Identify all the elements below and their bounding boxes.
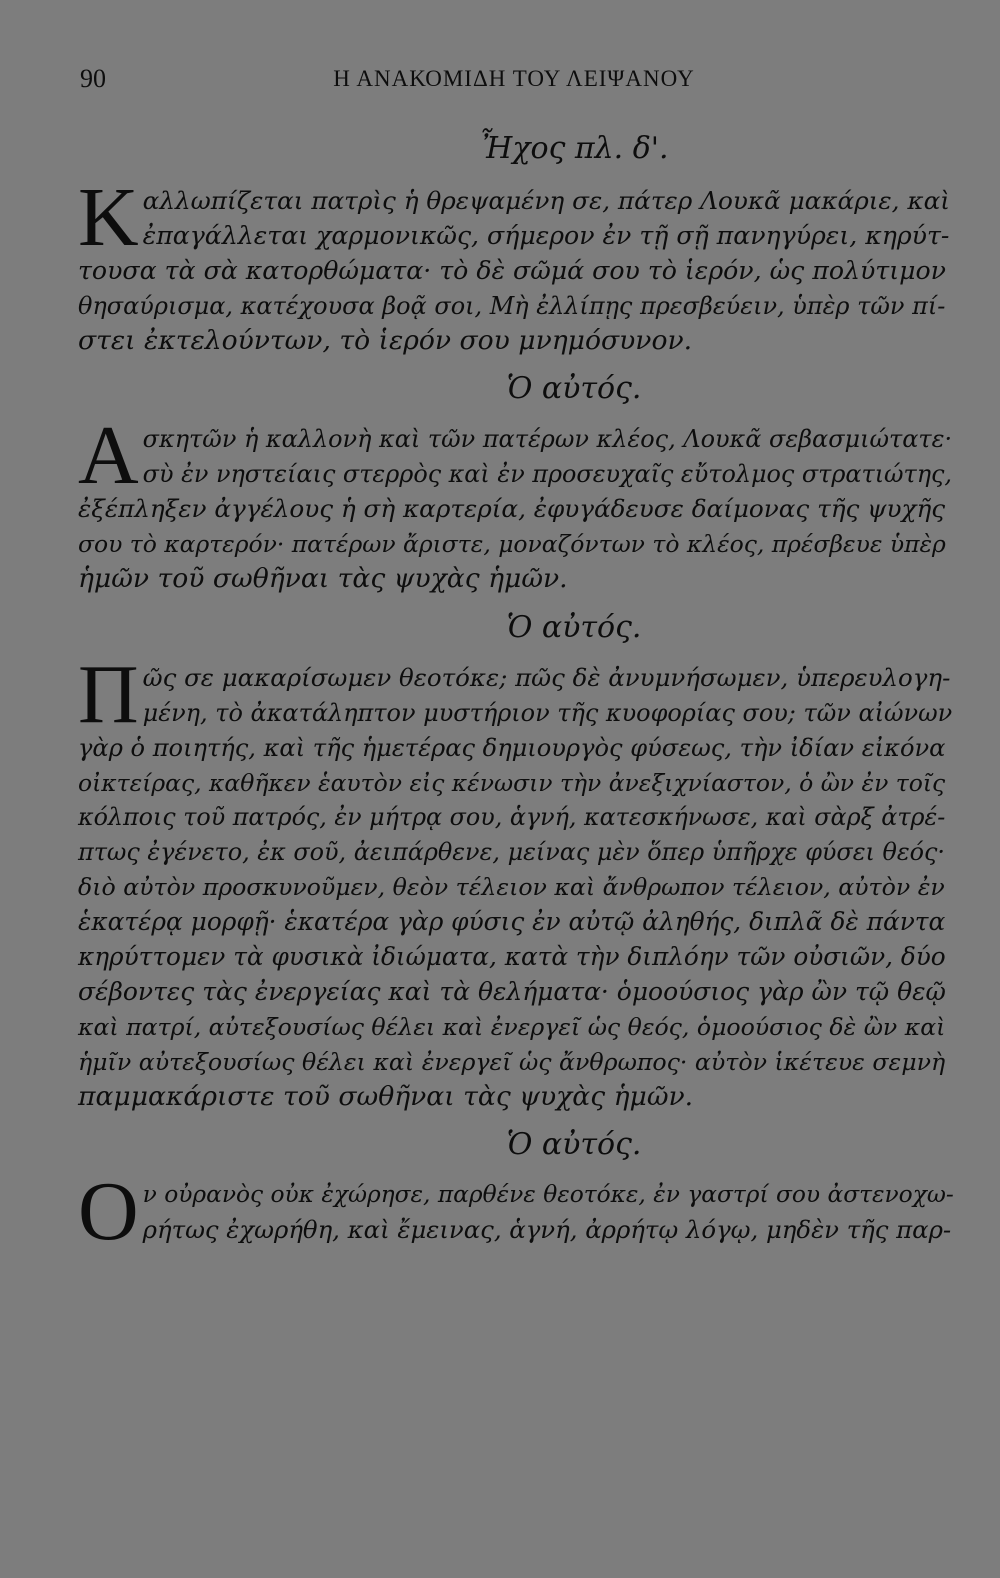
text-line: σου τὸ καρτερόν· πατέρων ἄριστε, μοναζόντων τὸ κλέος, πρέσβευε ὑπὲρ bbox=[78, 530, 946, 559]
text-line: ἡμῶν τοῦ σωθῆναι τὰς ψυχὰς ἡμῶν. bbox=[78, 563, 568, 595]
text-line: στει ἐκτελούντων, τὸ ἱερόν σου μνημόσυνον. bbox=[78, 324, 693, 356]
text-line: μένη, τὸ ἀκατάληπτον μυστήριον τῆς κυοφορίας σου; τῶν αἰώνων bbox=[142, 698, 953, 727]
section-heading: Ὁ αὐτός. bbox=[506, 371, 642, 407]
drop-cap: Α bbox=[78, 409, 139, 503]
text-line: θησαύρισμα, κατέχουσα βοᾷ σοι, Μὴ ἐλλίπῃς πρεσβεύειν, ὑπὲρ τῶν πί- bbox=[78, 291, 946, 320]
text-line: σκητῶν ἡ καλλονὴ καὶ τῶν πατέρων κλέος, Λουκᾶ σεβασμιώτατε· bbox=[142, 425, 953, 454]
hymn-text bbox=[78, 171, 950, 358]
text-line: οἰκτείρας, καθῆκεν ἑαυτὸν εἰς κένωσιν τὴν ἀνεξιχνίαστον, ὁ ὢν ἐν τοῖς bbox=[78, 768, 946, 797]
text-line: γὰρ ὁ ποιητής, καὶ τῆς ἡμετέρας δημιουργὸς φύσεως, τὴν ἰδίαν εἰκόνα bbox=[78, 733, 946, 762]
book-page bbox=[78, 60, 954, 1259]
running-head bbox=[78, 60, 950, 100]
hymn-text bbox=[78, 1165, 954, 1259]
text-line: καὶ πατρί, αὐτεξουσίως θέλει καὶ ἐνεργεῖ ὡς θεός, ὁμοούσιος δὲ ὢν καὶ bbox=[78, 1012, 946, 1041]
text-line: ἑκατέρᾳ μορφῇ· ἑκατέρα γὰρ φύσις ἐν αὐτῷ ἀληθής, διπλᾶ δὲ πάντα bbox=[78, 907, 946, 937]
text-line: σέβοντες τὰς ἐνεργείας καὶ τὰ θελήματα· ὁμοούσιος γὰρ ὢν τῷ θεῷ bbox=[78, 976, 946, 1006]
hymn-text bbox=[78, 647, 953, 1115]
text-line: σὺ ἐν νηστείαις στερρὸς καὶ ἐν προσευχαῖς εὔτολμος στρατιώτης, bbox=[142, 460, 952, 489]
text-line: ν οὐρανὸς οὐκ ἐχώρησε, παρθένε θεοτόκε, ἐν γαστρί σου ἀστενοχω- bbox=[142, 1181, 954, 1209]
text-line: ῶς σε μακαρίσωμεν θεοτόκε; πῶς δὲ ἀνυμνήσωμεν, ὑπερευλογη- bbox=[142, 662, 951, 692]
text-line: ρήτως ἐχωρήθη, καὶ ἔμεινας, ἁγνή, ἀρρήτῳ λόγῳ, μηδὲν τῆς παρ- bbox=[142, 1215, 952, 1245]
drop-cap: Ο bbox=[78, 1165, 139, 1259]
text-line: παμμακάριστε τοῦ σωθῆναι τὰς ψυχὰς ἡμῶν. bbox=[78, 1080, 694, 1112]
hymn-text bbox=[78, 409, 953, 596]
page-number: 90 bbox=[80, 64, 106, 93]
text-line: κηρύττομεν τὰ φυσικὰ ἰδιώματα, κατὰ τὴν διπλόην τῶν οὐσιῶν, δύο bbox=[78, 942, 946, 972]
section-heading: Ὁ αὐτός. bbox=[506, 1127, 642, 1163]
text-line: κόλποις τοῦ πατρός, ἐν μήτρᾳ σου, ἁγνή, κατεσκήνωσε, καὶ σὰρξ ἀτρέ- bbox=[78, 803, 946, 832]
text-line: διὸ αὐτὸν προσκυνοῦμεν, θεὸν τέλειον καὶ ἄνθρωπον τέλειον, αὐτὸν ἐν bbox=[78, 873, 945, 902]
drop-cap: Κ bbox=[78, 171, 139, 264]
text-line: ἐπαγάλλεται χαρμονικῶς, σήμερον ἐν τῇ σῇ πανηγύρει, κηρύτ- bbox=[142, 220, 950, 250]
text-line: τουσα τὰ σὰ κατορθώματα· τὸ δὲ σῶμά σου τὸ ἱερόν, ὡς πολύτιμον bbox=[78, 255, 946, 285]
text-line: πτως ἐγένετο, ἐκ σοῦ, ἀειπάρθενε, μείνας μὲν ὅπερ ὑπῆρχε φύσει θεός· bbox=[78, 838, 946, 867]
text-line: ἡμῖν αὐτεξουσίως θέλει καὶ ἐνεργεῖ ὡς ἄνθρωπος· αὐτὸν ἱκέτευε σεμνὴ bbox=[78, 1047, 946, 1076]
text-line: αλλωπίζεται πατρὶς ἡ θρεψαμένη σε, πάτερ Λουκᾶ μακάριε, καὶ bbox=[142, 186, 950, 215]
running-title: Η ΑΝΑΚΟΜΙΔΗ ΤΟΥ ΛΕΙΨΑΝΟΥ bbox=[333, 66, 695, 91]
section-heading: Ὁ αὐτός. bbox=[506, 609, 642, 645]
text-line: ἐξέπληξεν ἀγγέλους ἡ σὴ καρτερία, ἐφυγάδευσε δαίμονας τῆς ψυχῆς bbox=[78, 494, 946, 524]
section-heading: Ἦχος πλ. δ'. bbox=[479, 131, 669, 166]
drop-cap: Π bbox=[78, 647, 139, 741]
